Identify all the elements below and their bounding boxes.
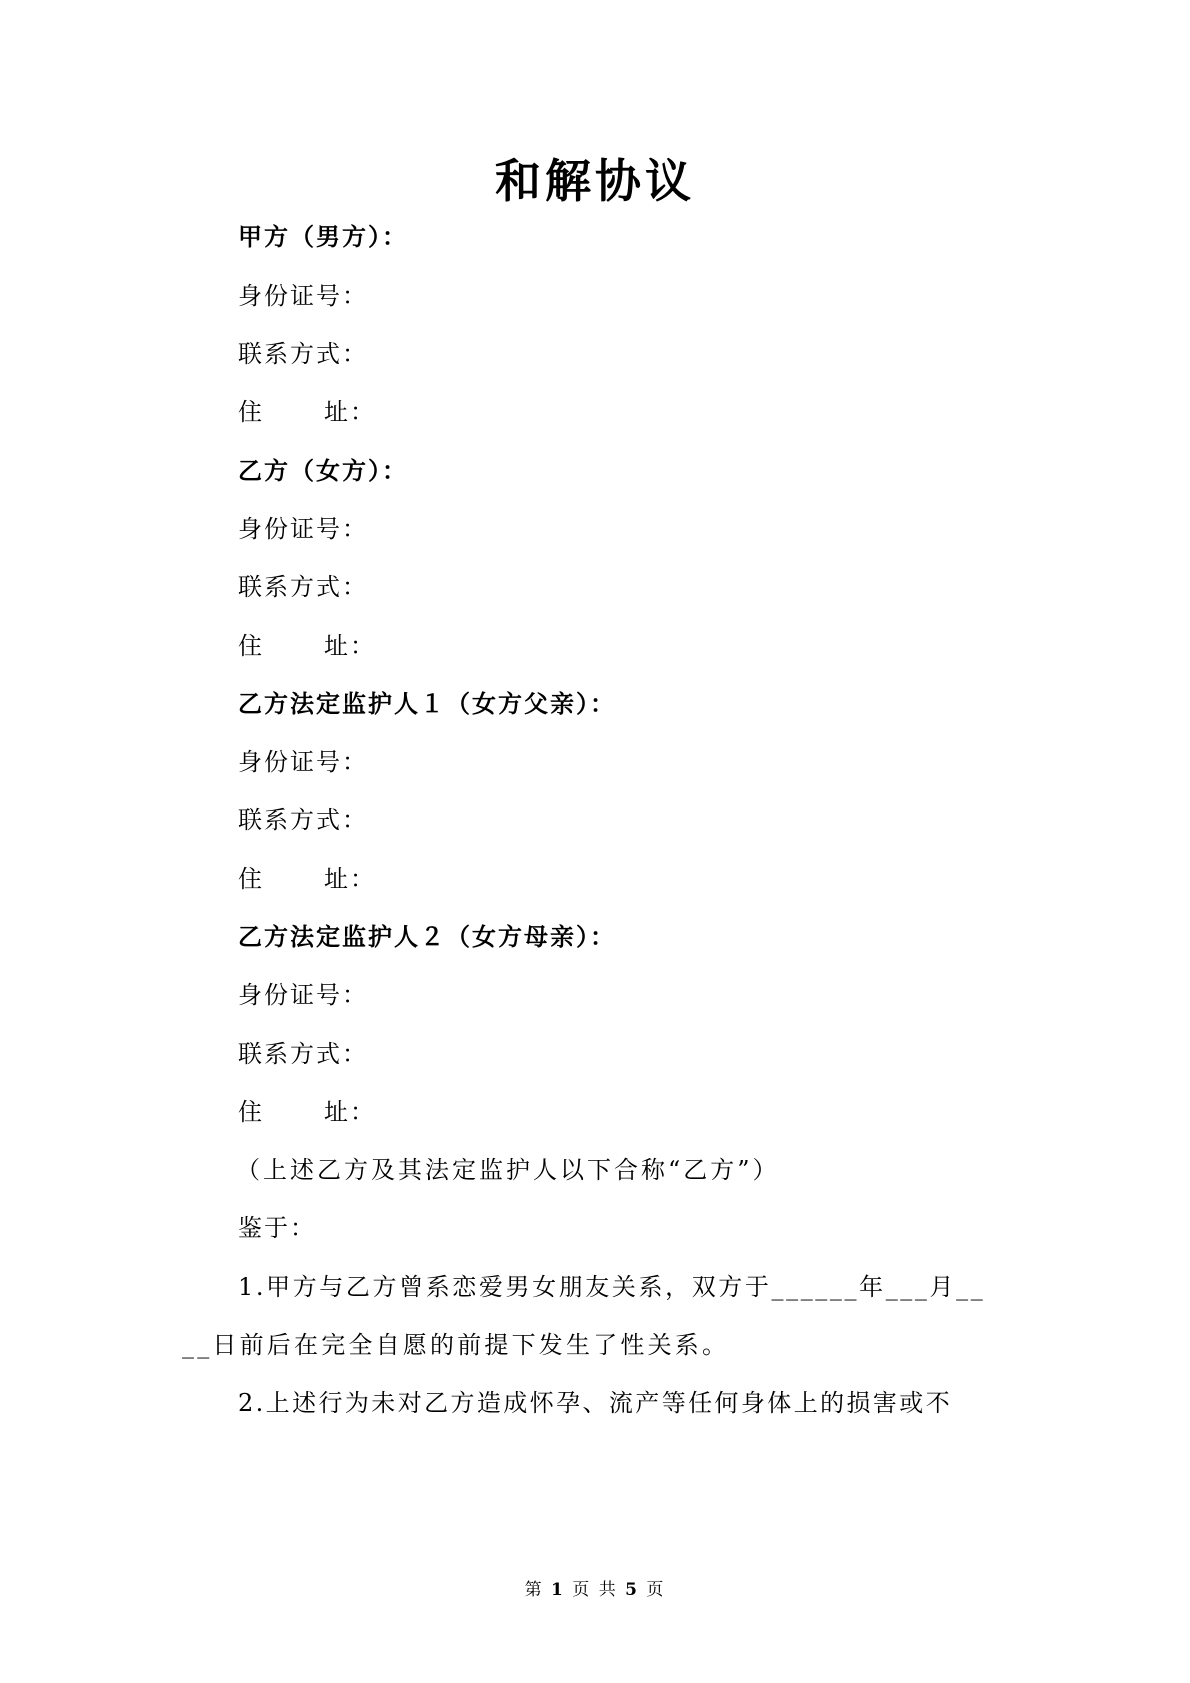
address-char-1: 住 — [238, 1098, 264, 1126]
collective-note: （上述乙方及其法定监护人以下合称“乙方”） — [236, 1156, 780, 1184]
party-b-heading: 乙方（女方）： — [238, 456, 408, 485]
guardian-1-heading: 乙方法定监护人１（女方父亲）： — [238, 689, 616, 718]
party-a-heading: 甲方（男方）： — [238, 222, 408, 251]
guardian-1-address-label — [238, 867, 376, 891]
clause-1-line-2: __日前后在完全自愿的前提下发生了性关系。 — [182, 1331, 730, 1359]
document-title: 和解协议 — [495, 154, 695, 208]
guardian-1-id-label: 身份证号： — [238, 748, 368, 776]
party-b-id-label: 身份证号： — [238, 515, 368, 543]
clause-2-line-1: 2.上述行为未对乙方造成怀孕、流产等任何身体上的损害或不 — [238, 1389, 953, 1417]
whereas-label: 鉴于： — [238, 1214, 316, 1242]
page-footer — [0, 1575, 1190, 1600]
address-char-1: 住 — [238, 398, 264, 426]
address-char-2: 址： — [324, 1098, 376, 1126]
guardian-2-id-label: 身份证号： — [238, 981, 368, 1009]
address-char-2: 址： — [324, 865, 376, 893]
guardian-2-address-label — [238, 1100, 376, 1124]
footer-middle: 页 共 — [572, 1580, 618, 1600]
guardian-1-contact-label: 联系方式： — [238, 806, 368, 834]
address-char-2: 址： — [324, 398, 376, 426]
party-b-address-label — [238, 634, 376, 658]
footer-current-page: 1 — [551, 1580, 565, 1600]
party-a-address-label — [238, 400, 376, 424]
party-a-contact-label: 联系方式： — [238, 340, 368, 368]
address-char-1: 住 — [238, 865, 264, 893]
guardian-2-heading: 乙方法定监护人２（女方母亲）： — [238, 922, 616, 951]
party-a-id-label: 身份证号： — [238, 282, 368, 310]
guardian-2-contact-label: 联系方式： — [238, 1040, 368, 1068]
address-char-1: 住 — [238, 632, 264, 660]
address-char-2: 址： — [324, 632, 376, 660]
footer-prefix: 第 — [524, 1580, 544, 1600]
clause-1-line-1: 1.甲方与乙方曾系恋爱男女朋友关系，双方于______年___月__ — [238, 1273, 986, 1301]
party-b-contact-label: 联系方式： — [238, 573, 368, 601]
footer-total-pages: 5 — [625, 1580, 639, 1600]
footer-suffix: 页 — [646, 1580, 666, 1600]
